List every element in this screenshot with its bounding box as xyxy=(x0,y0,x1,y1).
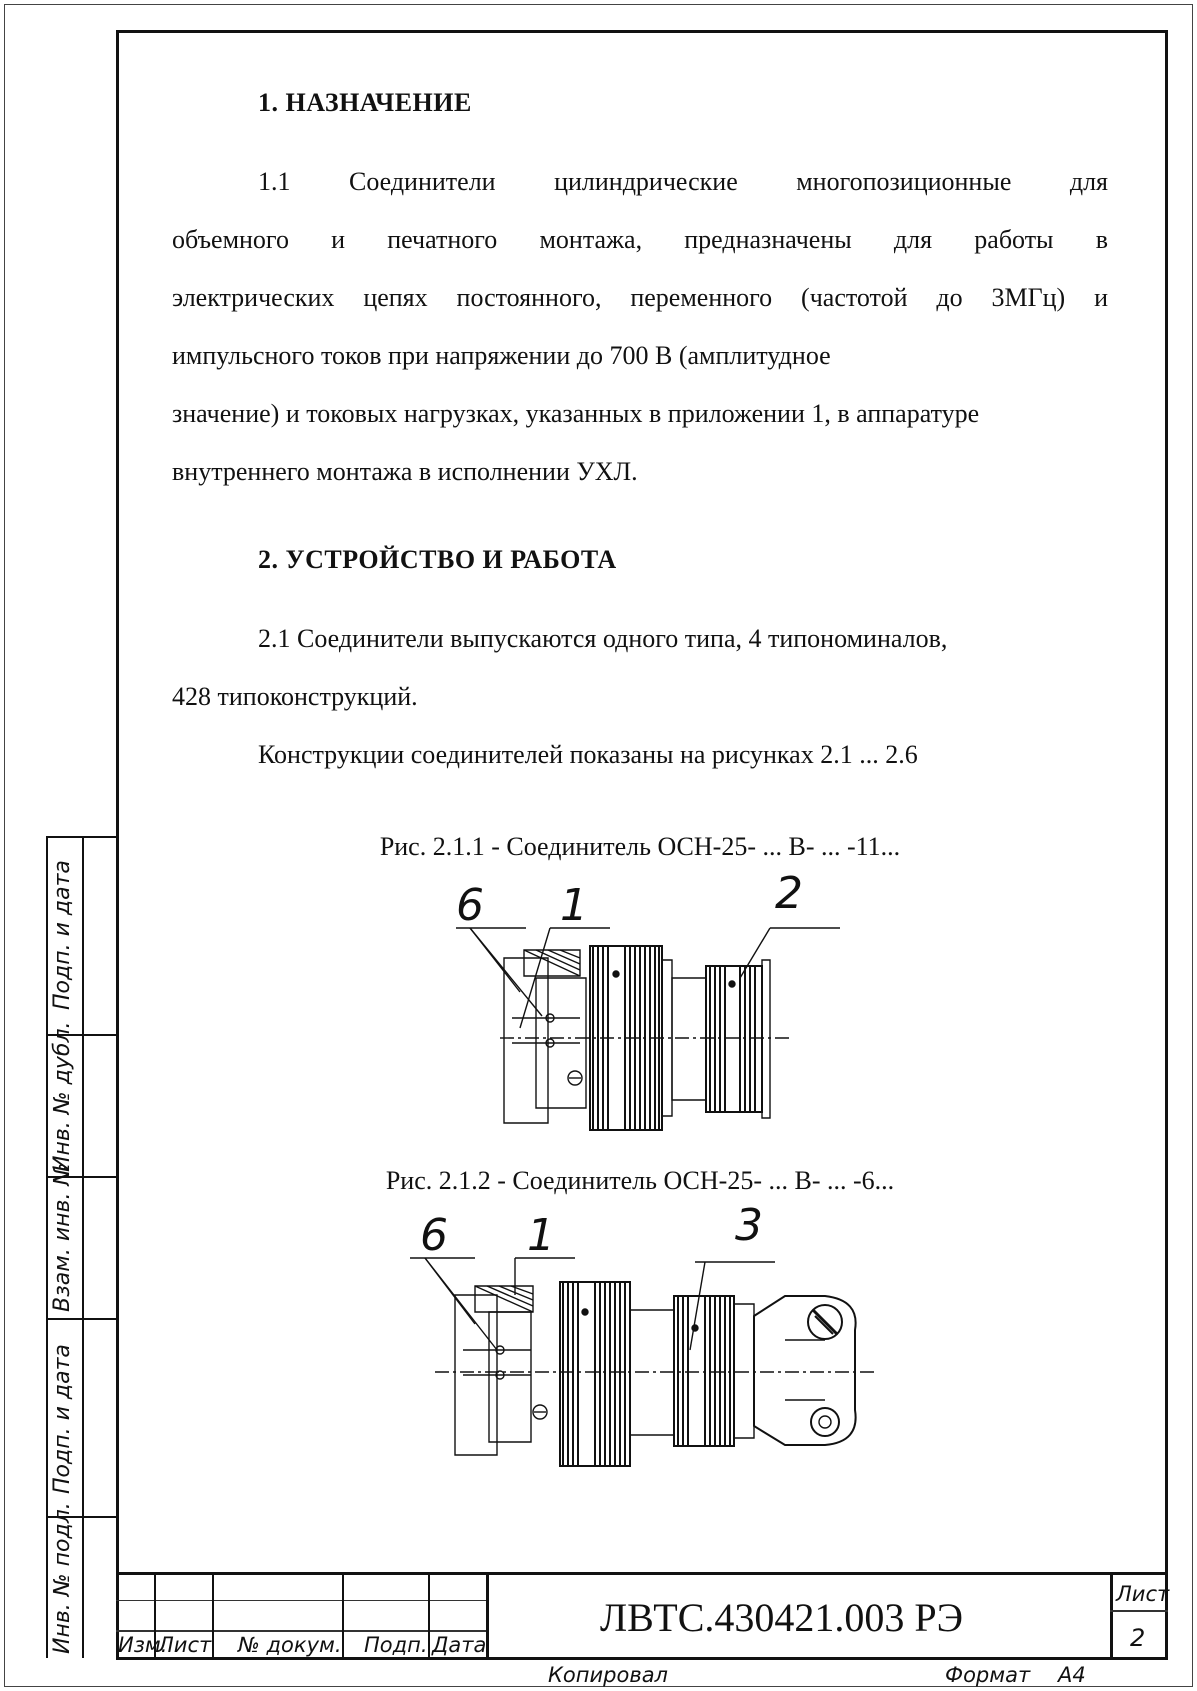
side-stamp-mid-line xyxy=(82,836,84,1658)
title-block-sheet-divider xyxy=(1110,1610,1168,1612)
sheet-number: 2 xyxy=(1130,1624,1146,1652)
para-line: 1.1 Соединители цилиндрические многопозиционные для xyxy=(258,167,1108,196)
side-stamp-sign-date-1: Подп. и дата xyxy=(50,860,75,1010)
title-block-col-line xyxy=(428,1572,430,1660)
document-code: ЛВТС.430421.003 РЭ xyxy=(600,1595,964,1640)
col-change: Изм. xyxy=(118,1633,168,1657)
callout-2: 2 xyxy=(775,868,803,919)
title-block-row-line xyxy=(116,1600,486,1601)
figure-1-caption: Рис. 2.1.1 - Соединитель ОСН-25- ... В- ... -11... xyxy=(379,832,901,861)
para-line: импульсного токов при напряжении до 700 В (амплитудное xyxy=(172,341,831,370)
title-block-top-line xyxy=(116,1572,1168,1575)
para-line: значение) и токовых нагрузках, указанных в приложении 1, в аппаратуре xyxy=(172,399,980,428)
footer-format-label: Формат xyxy=(945,1663,1031,1687)
title-block-col-line xyxy=(486,1572,489,1660)
side-stamp-divider xyxy=(46,1318,118,1320)
title-block-col-line xyxy=(342,1572,344,1660)
side-stamp-left-line xyxy=(46,836,48,1658)
section-1-paragraph xyxy=(172,153,1108,501)
side-stamp-replace-inv: Взам. инв. № xyxy=(50,1162,75,1312)
callout-3: 3 xyxy=(735,1200,763,1251)
callout-6: 6 xyxy=(456,880,484,931)
para-line: 428 типоконструкций. xyxy=(172,682,418,711)
figure-1-connector-drawing xyxy=(440,868,840,1138)
side-stamp-orig-inv: Инв. № подл. xyxy=(50,1502,75,1654)
figure-2-caption: Рис. 2.1.2 - Соединитель ОСН-25- ... В- ... -6... xyxy=(385,1166,895,1195)
section-1-heading: 1. НАЗНАЧЕНИЕ xyxy=(258,88,472,117)
side-stamp-divider xyxy=(46,836,118,838)
side-stamp-dup-inv: Инв. № дубл. xyxy=(50,1021,75,1172)
section-2-paragraph xyxy=(172,610,1108,784)
section-2-heading: 2. УСТРОЙСТВО И РАБОТА xyxy=(258,545,617,574)
footer-format-value: А4 xyxy=(1058,1663,1086,1687)
col-sheet: Лист xyxy=(158,1633,212,1657)
col-signature: Подп. xyxy=(364,1633,428,1657)
side-stamp-sign-date-2: Подп. и дата xyxy=(50,1344,75,1494)
callout-6: 6 xyxy=(420,1210,448,1261)
para-line: 2.1 Соединители выпускаются одного типа, 4 типономиналов, xyxy=(258,624,948,653)
title-block-col-line xyxy=(1110,1572,1113,1660)
footer-copied: Копировал xyxy=(548,1663,668,1687)
sheet-label: Лист xyxy=(1116,1582,1170,1606)
para-line: внутреннего монтажа в исполнении УХЛ. xyxy=(172,457,638,486)
para-line: Конструкции соединителей показаны на рисунках 2.1 ... 2.6 xyxy=(258,740,918,769)
figure-2-connector-drawing xyxy=(405,1200,885,1470)
col-date: Дата xyxy=(432,1633,487,1657)
callout-1: 1 xyxy=(560,880,588,931)
title-block-col-line xyxy=(212,1572,214,1660)
callout-1: 1 xyxy=(527,1210,555,1261)
para-line: электрических цепях постоянного, переменного (частотой до 3МГц) и xyxy=(172,283,1108,312)
col-doc-number: № докум. xyxy=(238,1633,342,1657)
title-block-row-line xyxy=(116,1630,486,1632)
para-line: объемного и печатного монтажа, предназначены для работы в xyxy=(172,225,1108,254)
